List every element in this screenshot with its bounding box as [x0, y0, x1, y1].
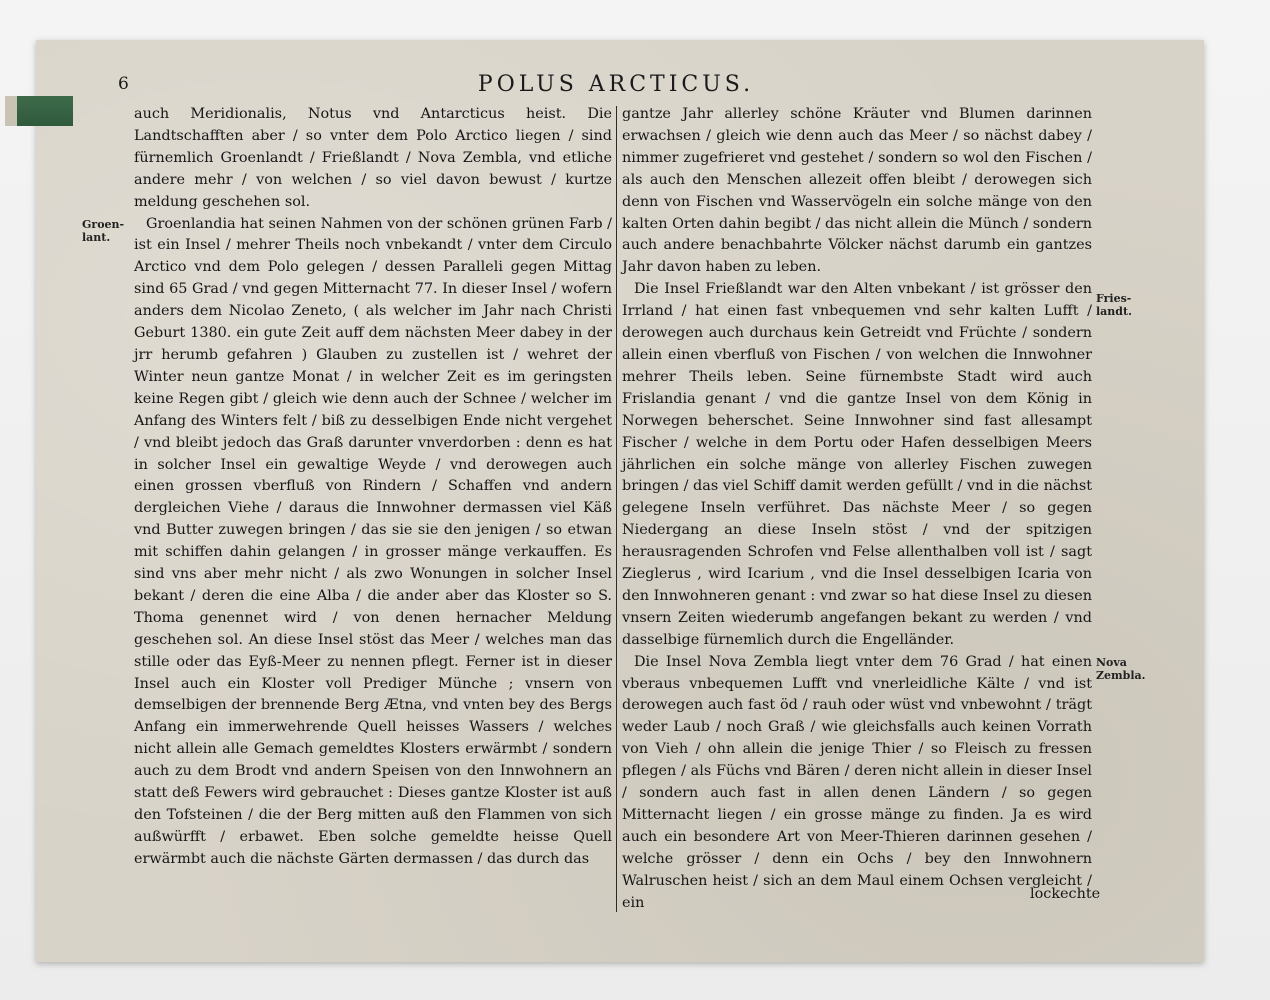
marginal-note-nova-zembla: Nova Zembla. — [1096, 656, 1146, 682]
right-paragraph-1: gantze Jahr allerley schöne Kräuter vnd Blumen darinnen erwachsen / gleich wie denn auch das Meer / so nächst dabey / nimmer zugefrieret vnd gestehet / sondern so wol den Fischen / als auch den Menschen allezeit offen bleibt / derowegen sich denn von Fischen vnd Wasservögeln ein solche mänge von den kalten Orten dahin begibt / das nicht allein die Münch / sondern auch andere benachbahrte Völcker nächst darumb ein gantzes Jahr davon haben zu leben. — [622, 106, 1092, 276]
left-text-column — [134, 104, 612, 904]
column-divider — [616, 106, 617, 912]
left-paragraph-1: auch Meridionalis, Notus vnd Antarcticus heist. Die Landtschafften aber / so vnter dem Polo Arctico liegen / sind fürnemlich Groenlandt / Frießlandt / Nova Zembla, vnd etliche andere mehr / von welchen / so viel davon bewust / kurtze meldung geschehen sol. — [134, 106, 612, 210]
right-text-column — [622, 104, 1092, 911]
page-number: 6 — [118, 74, 130, 94]
catchword: lockechte — [1030, 886, 1101, 902]
left-paragraph-2: Groenlandia hat seinen Nahmen von der schönen grünen Farb / ist ein Insel / mehrer Theils noch vnbekandt / vnter dem Circulo Arctico vnd dem Polo gelegen / dessen Paralleli gegen Mittag sind 65 Grad / vnd gegen Mitternacht 77. In dieser Insel / wofern anders dem Nicolao Zeneto, ( als welcher im Jahr nach Christi Geburt 1380. ein gute Zeit auff dem nächsten Meer dabey in der jrr herumb gefahren ) Glauben zu zustellen ist / wehret der Winter neun gantze Monat / in welcher Zeit es im geringsten keine Regen gibt / gleich wie denn auch der Schnee / welcher im Anfang des Winters felt / biß zu desselbigen Ende nicht vergehet / vnd bleibt jedoch das Graß darunter vnverdorben : denn es hat in solcher Insel ein gewaltige Weyde / vnd derowegen auch einen grossen vberfluß von Rindern / Schaffen vnd andern dergleichen Viehe / daraus die Innwohner dermassen viel Käß vnd Butter zuwegen bringen / das sie sie den jenigen / so etwan mit schiffen dahin gelangen / in grosser mänge verkauffen. Es sind vns aber mehr nicht / als zwo Wonungen in solcher Insel bekant / deren die eine Alba / die ander aber das Kloster so S. Thoma genennet wird / von denen hernacher Meldung geschehen sol. An diese Insel stöst das Meer / welches man das stille oder das Eyß-Meer zu nennen pflegt. Ferner ist in dieser Insel auch ein Kloster voll Prediger Münche ; vnsern von demselbigen der brennende Berg Ætna, vnd vnten bey des Bergs Anfang ein immerwehrende Quell heisses Wassers / welches nicht allein alle Gemach gemeldtes Klosters erwärmbt / sondern auch zu dem Brodt vnd andern Speisen von den Innwohnern an statt deß Fewers wird gebrauchet : Dieses gantze Kloster ist auß den Tofsteinen / die der Berg mitten auß den Flammen von sich außwürfft / erbawet. Eben solche gemeldte heisse Quell erwärmbt auch die nächste Gärten dermassen / das durch das — [134, 215, 612, 867]
marginal-note-groenlant: Groen-lant. — [82, 218, 125, 244]
right-paragraph-2: Die Insel Frießlandt war den Alten vnbekant / ist grösser den Irrland / hat einen fast vnbequemen vnd sehr kalten Lufft / derowegen auch durchaus kein Getreidt vnd Früchte / sondern allein einen vberfluß von Fischen / von welchen die Innwohner mehrer Theils leben. Seine fürnembste Stadt wird auch Frislandia genant / vnd die gantze Insel von dem König in Norwegen beherschet. Seine Innwohner sind fast allesampt Fischer / welche in dem Portu oder Hafen desselbigen Meers jährlichen ein solche mänge von allerley Fischen zuwegen bringen / das viel Schiff damit werden gefüllt / vnd in die nächst gelegene Inseln verführet. Das nächste Meer / so gegen Niedergang an diese Inseln stöst / vnd der spitzigen herausragenden Schrofen vnd Felse allenthalben voll ist / sagt Zieglerus , wird Icarium , vnd die Insel desselbigen Icaria von den Innwohneren genant : vnd zwar so hat diese Insel zu diesen vnsern Zeiten wiederumb angefangen bekant zu werden / vnd dasselbige fürnemlich durch die Engelländer. — [622, 281, 1092, 648]
right-paragraph-3: Die Insel Nova Zembla liegt vnter dem 76 Grad / hat einen vberaus vnbequemen Lufft vnd vnerleidliche Kälte / vnd ist derowegen auch fast öd / rauh oder wüst vnd vnbewohnt / trägt weder Laub / noch Graß / wie gleichsfalls auch keinen Vorrath von Vieh / ohn allein die jenige Thier / so Fleisch zu fressen pflegen / als Füchs vnd Bären / deren nicht allein in dieser Insel / sondern auch fast in allen denen Ländern / so gegen Mitternacht liegen / ein grosse mänge zu finden. Ja es wird auch ein besondere Art von Meer-Thieren darinnen gesehen / welche grösser / denn ein Ochs / bey den Innwohnern Walruschen heist / sich an dem Maul einem Ochsen vergleicht / ein — [622, 653, 1092, 911]
green-tape-strip — [5, 96, 73, 126]
running-head: POLUS ARCTICUS. — [477, 72, 755, 97]
marginal-note-frieslandt: Fries-landt. — [1096, 292, 1132, 318]
